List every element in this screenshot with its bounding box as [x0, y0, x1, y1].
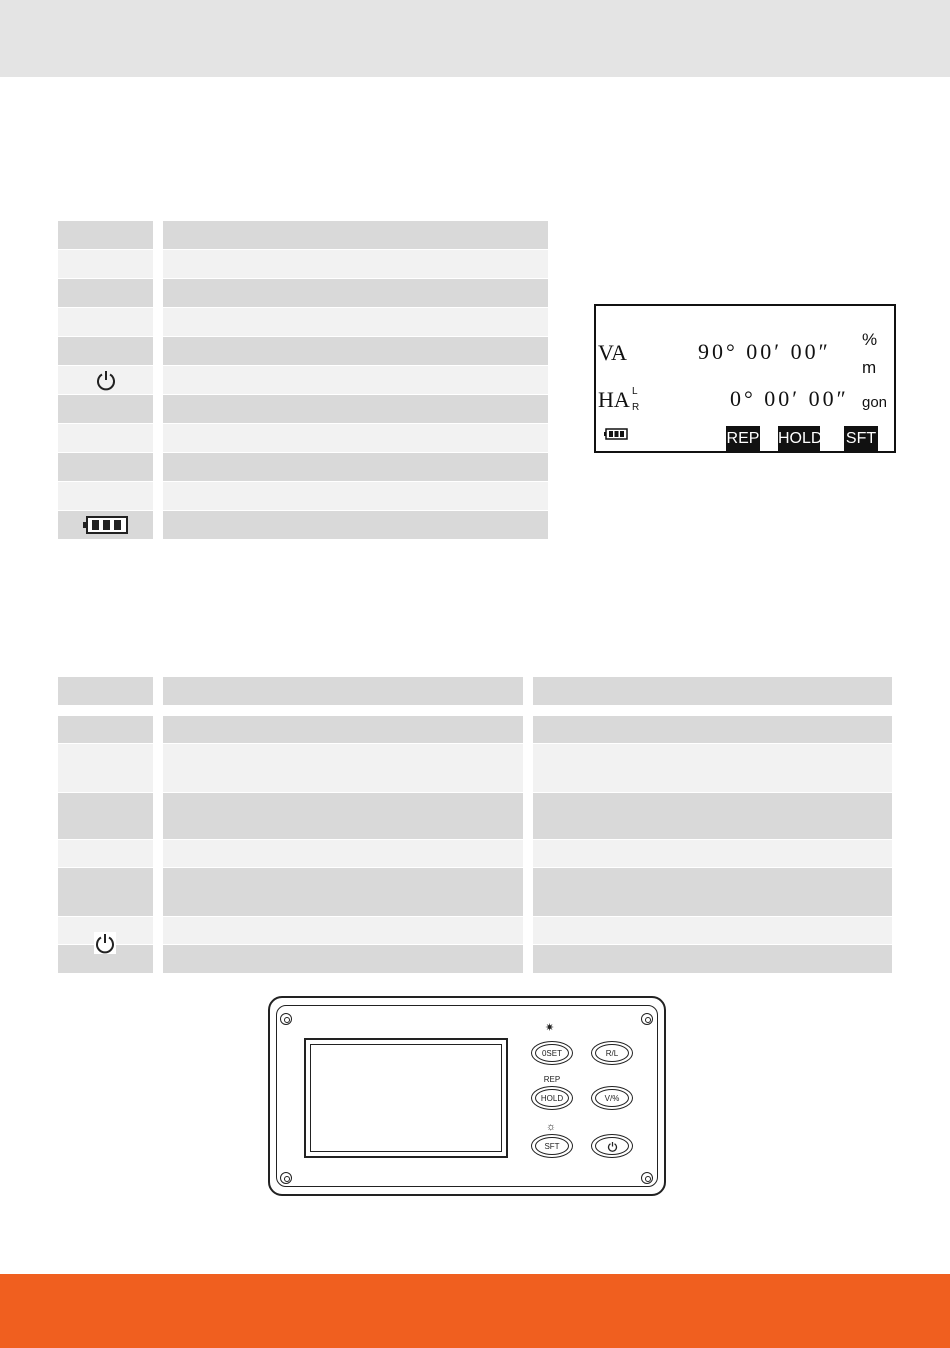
panel-screen: [304, 1038, 508, 1158]
0set-button[interactable]: [531, 1041, 573, 1065]
table1-row11-col2: [163, 511, 548, 539]
table2-row3-col2: [163, 793, 523, 839]
lcd-battery-icon: [604, 428, 628, 440]
table2-row7-col3: [533, 945, 892, 973]
screw-top-right: [641, 1013, 653, 1025]
power-key-icon: [94, 932, 116, 954]
table1-row3-col1: [58, 279, 153, 307]
table2-row1-col2: [163, 716, 523, 743]
table2-header-col3: [533, 677, 892, 705]
table1-row10-col1: [58, 482, 153, 510]
table1-row5-col1: [58, 337, 153, 365]
table1-row2-col1: [58, 250, 153, 278]
table2-row5-col3: [533, 868, 892, 916]
table2-row7-col2: [163, 945, 523, 973]
table2-row2-col3: [533, 744, 892, 792]
va-label: VA: [598, 340, 627, 365]
rl-button-label: R/L: [605, 1048, 619, 1058]
sft-button-label: SFT: [544, 1141, 560, 1151]
left-indicator: L: [632, 386, 638, 397]
v-percent-button[interactable]: [591, 1086, 633, 1110]
table1-row4-col2: [163, 308, 548, 336]
table1-row3-col2: [163, 279, 548, 307]
ha-label: HA: [598, 387, 630, 412]
table2-row1-col3: [533, 716, 892, 743]
table1-row6-col2: [163, 366, 548, 394]
table2-row1-col1: [58, 716, 153, 743]
rep-label: REP: [543, 1075, 561, 1084]
table1-row9-col2: [163, 453, 548, 481]
table2-row2-col1: [58, 744, 153, 792]
percent-unit: %: [862, 330, 878, 349]
power-button[interactable]: [591, 1134, 633, 1158]
table1-row8-col1: [58, 424, 153, 452]
right-indicator: R: [632, 402, 640, 413]
v-percent-button-label: V/%: [604, 1093, 620, 1103]
screw-top-left: [280, 1013, 292, 1025]
0set-button-label: 0SET: [541, 1048, 562, 1058]
table1-row8-col2: [163, 424, 548, 452]
table1-row6-col1: [58, 366, 153, 394]
table1-row7-col2: [163, 395, 548, 423]
table2-row4-col3: [533, 840, 892, 867]
table1-row1-col2: [163, 221, 548, 249]
power-icon: [95, 369, 117, 391]
power-icon: [607, 1141, 618, 1152]
table1-row1-col1: [58, 221, 153, 249]
hold-button-label: HOLD: [540, 1093, 564, 1103]
va-value: 90° 00′ 00″: [698, 339, 831, 364]
screw-bottom-right: [641, 1172, 653, 1184]
lcd-display: [594, 304, 896, 453]
footer-band: [0, 1274, 950, 1348]
header-band: [0, 0, 950, 77]
table2-row3-col3: [533, 793, 892, 839]
table2-row2-col2: [163, 744, 523, 792]
gon-unit: gon: [862, 394, 888, 411]
table1-row10-col2: [163, 482, 548, 510]
table2-row3-col1: [58, 793, 153, 839]
table2-header-col1: [58, 677, 153, 705]
softkey-rep: REP: [726, 426, 760, 452]
table1-row5-col2: [163, 337, 548, 365]
table1-row4-col1: [58, 308, 153, 336]
laser-icon: ✷: [545, 1022, 555, 1034]
table1-row11-col1: [58, 511, 153, 539]
table2-header-col2: [163, 677, 523, 705]
table1-row9-col1: [58, 453, 153, 481]
ha-value: 0° 00′ 00″: [730, 386, 849, 411]
backlight-icon: ☼: [546, 1121, 557, 1133]
screw-bottom-left: [280, 1172, 292, 1184]
table2-row5-col1: [58, 868, 153, 916]
softkey-hold: HOLD: [778, 426, 820, 452]
rl-button[interactable]: [591, 1041, 633, 1065]
table2-row6-col3: [533, 917, 892, 944]
table2-row4-col2: [163, 840, 523, 867]
battery-icon: [83, 515, 129, 535]
table2-row6-col2: [163, 917, 523, 944]
softkey-sft: SFT: [844, 426, 878, 452]
table2-row4-col1: [58, 840, 153, 867]
table1-row2-col2: [163, 250, 548, 278]
hold-button[interactable]: [531, 1086, 573, 1110]
meter-unit: m: [862, 358, 877, 377]
table2-row5-col2: [163, 868, 523, 916]
sft-button[interactable]: [531, 1134, 573, 1158]
table1-row7-col1: [58, 395, 153, 423]
